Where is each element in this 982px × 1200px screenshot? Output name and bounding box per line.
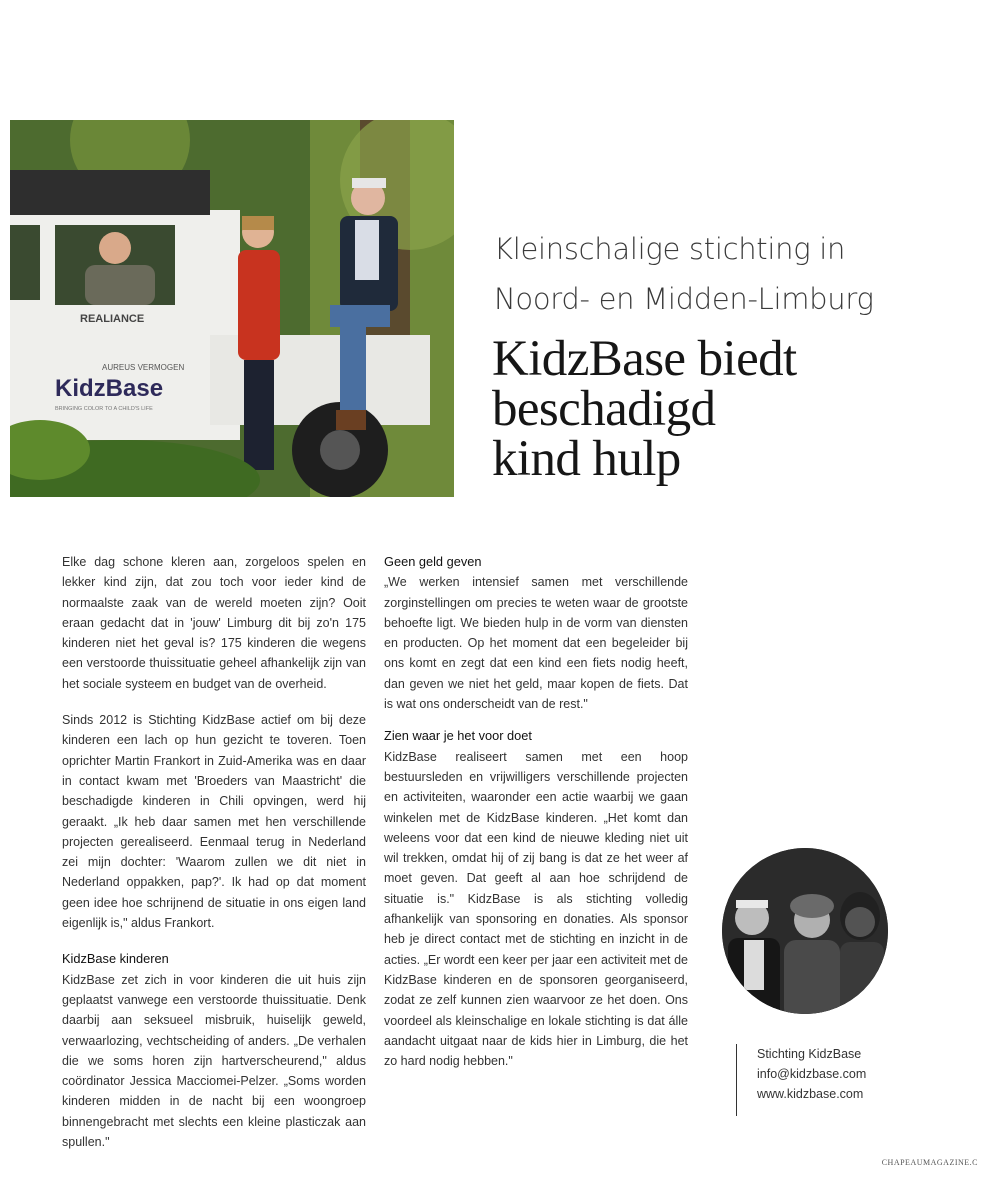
brand-tagline-text: BRINGING COLOR TO A CHILD'S LIFE (55, 406, 153, 412)
subheading: Zien waar je het voor doet (384, 728, 532, 744)
subheading: KidzBase kinderen (62, 951, 169, 967)
headline-line-2: beschadigd (492, 381, 716, 437)
contact-block (736, 1044, 866, 1116)
paragraph: KidzBase zet zich in voor kinderen die uit huis zijn geplaatst vanwege een verstoorde thuissituatie. Denk daarbij aan seksueel misbruik, huiselijk geweld, verwaarlozing, vechtscheiding of anders. „De verhalen die we soms horen zijn hartverscheurend," aldus coördinator Jessica Macciomei-Pelzer. „Soms worden kinderen midden in de nacht bij een woongroep binnengebracht met slechts een kleine plasticzak aan spullen." (62, 972, 366, 1150)
brand-kidzbase-text: KidzBase (55, 375, 164, 402)
article-column-1 (62, 552, 366, 1168)
subheading: Geen geld geven (384, 554, 482, 569)
kicker-line-1: Kleinschalige stichting in (494, 232, 846, 266)
brand-realiance-text: REALIANCE (80, 313, 145, 325)
headline-line-3: kind hulp (492, 431, 681, 487)
paragraph: Sinds 2012 is Stichting KidzBase actief om bij deze kinderen een lach op hun gezicht te toveren. Toen oprichter Martin Frankort in Zuid-Amerika was en daar in contact kwam met 'Broeders van Maastricht' die beschadigde kinderen in Chili opvingen, werd hij geraakt. „Ik heb daar samen met hen verschillende projecten gerealiseerd. Eenmaal terug in Nederland zei mijn dochter: 'Waarom zullen we dit niet in Nederland oppakken, pap?'. Ik had op dat moment geen idee hoe schrijnend de situatie in ons eigen land eigenlijk is," aldus Frankort. (62, 713, 366, 931)
headline-line-1: KidzBase biedt (492, 331, 797, 387)
brand-aureus-text: AUREUS VERMOGEN (102, 363, 185, 372)
article-headline (492, 331, 962, 487)
contact-name: Stichting KidzBase (757, 1047, 862, 1061)
team-portrait (722, 848, 888, 1014)
contact-email[interactable]: info@kidzbase.com (757, 1067, 867, 1081)
magazine-footer: CHAPEAUMAGAZINE.C (881, 1158, 978, 1167)
paragraph: KidzBase realiseert samen met een hoop bestuursleden en vrijwilligers verschillende projecten en activiteiten, waaronder een actie waarbij we gaan winkelen met de KidzBase kinderen. „Het komt dan weleens voor dat een kind de nieuwe kleding niet uit wil trekken, omdat hij of zij bang is dat ze het weer af moet geven. Dat geeft al aan hoe schrijdend de situatie is." KidzBase is als stichting volledig afhankelijk van sponsoring en donaties. Als sponsor heb je direct contact met de stichting en inzicht in de acties. „Er wordt een keer per jaar een activiteit met de KidzBase kinderen en de sponsoren georganiseerd, zodat ze zelf kunnen zien waarvoor ze het doen. Ons voordeel als kleinschalige en lokale stichting is dat álle aandacht uitgaat naar de kids hier in Limburg, die het zo hard nodig hebben." (384, 749, 688, 1069)
paragraph: Elke dag schone kleren aan, zorgeloos spelen en lekker kind zijn, dat zou toch voor ieder kind de normaalste zaak van de wereld moeten zijn? Ooit eraan gedacht dat in 'jouw' Limburg dit bij zo'n 175 kinderen niet het geval is? 175 kinderen die wegens een verstoorde thuissituatie geheel afhankelijk zijn van het sociale systeem en budget van de overheid. (62, 555, 366, 691)
team-portrait-illustration (722, 848, 888, 1014)
hero-photo-illustration (10, 120, 454, 497)
contact-website[interactable]: www.kidzbase.com (757, 1087, 864, 1101)
article-column-2 (384, 552, 688, 1087)
kicker-line-2: Noord- en Midden-Limburg (494, 282, 874, 316)
hero-photo (10, 120, 454, 497)
paragraph: „We werken intensief samen met verschillende zorginstellingen om precies te weten waar de grootste behoefte ligt. We bieden hulp in de vorm van diensten en producten. Op het moment dat een begeleider bij ons komt en zegt dat een kind een fiets nodig heeft, dan geven we niet het geld, maar kopen de fiets. Dat is wat ons onderscheidt van de rest." (384, 575, 688, 712)
article-kicker (494, 224, 954, 324)
